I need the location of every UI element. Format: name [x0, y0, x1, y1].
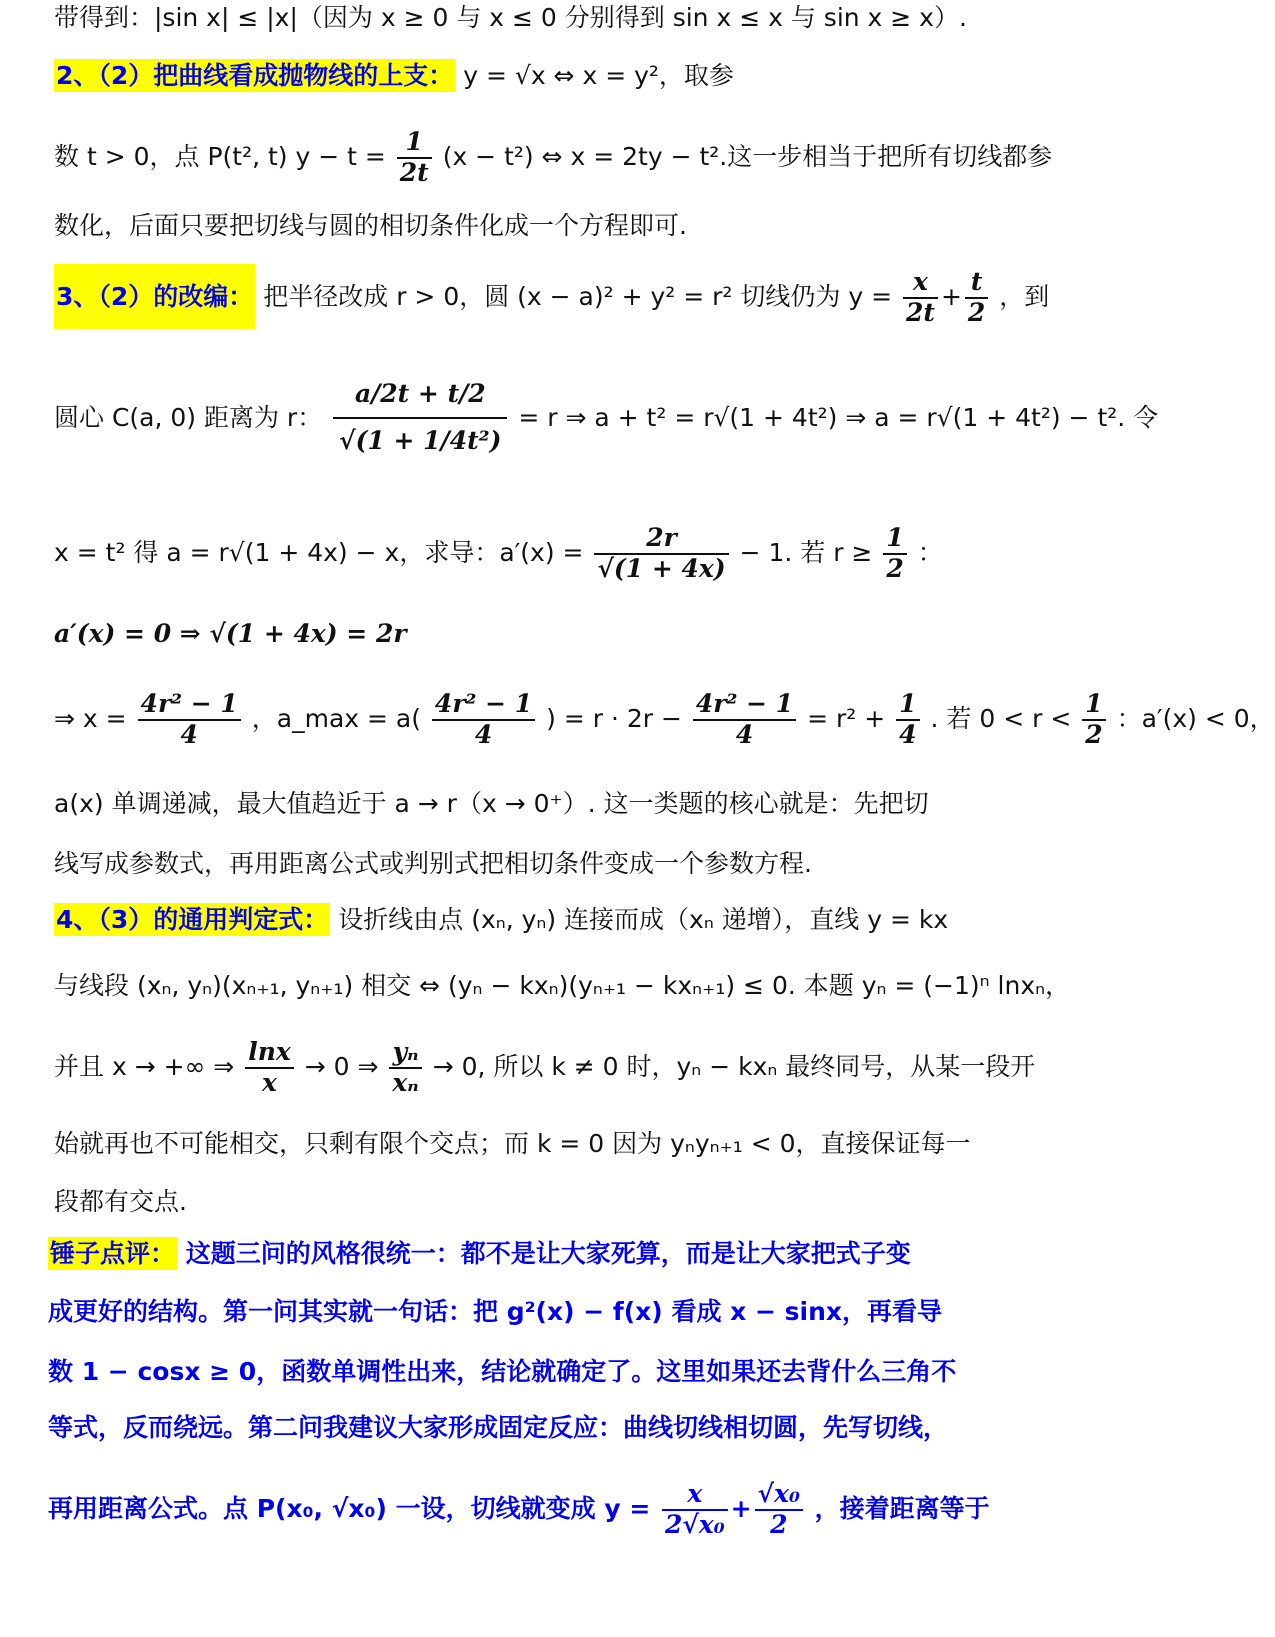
text-span: ⇒ x = — [54, 703, 127, 733]
fraction-numerator: 4r² − 1 — [138, 690, 241, 721]
fraction — [903, 268, 938, 328]
fraction-denominator: 2√x₀ — [664, 1509, 725, 1539]
text-line — [54, 1130, 1050, 1159]
fraction — [896, 690, 919, 750]
fraction — [333, 366, 507, 472]
fraction-denominator: 2t — [906, 297, 935, 327]
fraction — [432, 690, 535, 750]
text-line — [54, 524, 1050, 584]
fraction-numerator: 4r² − 1 — [432, 690, 535, 721]
fraction — [662, 1480, 728, 1540]
text-span: 把半径改成 r > 0，圆 (x − a)² + y² = r² 切线仍为 y = — [263, 281, 893, 311]
text-line — [54, 4, 1050, 33]
text-line — [54, 62, 1050, 91]
section-heading-comment: 锤子点评： — [50, 1239, 176, 1268]
section-heading-4: 4、（3）的通用判定式： — [56, 905, 329, 934]
text-span: 数化，后面只要把切线与圆的相切条件化成一个方程即可. — [54, 211, 687, 240]
section-heading-2: 2、（2）把曲线看成抛物线的上支： — [56, 61, 454, 90]
fraction-numerator: t — [965, 268, 988, 299]
text-span: 设折线由点 (xₙ, yₙ) 连接而成（xₙ 递增），直线 y = kx — [338, 905, 949, 934]
fraction — [883, 524, 906, 584]
fraction — [755, 1480, 803, 1540]
text-line — [54, 127, 1053, 188]
fraction — [594, 524, 728, 584]
text-span: a(x) 单调递减，最大值趋近于 a → r（x → 0⁺）. 这一类题的核心就是：先把切 — [54, 789, 929, 818]
text-line — [54, 212, 1050, 241]
text-line — [54, 790, 1050, 819]
fraction — [693, 690, 796, 750]
text-span: → 0 ⇒ — [304, 1051, 379, 1081]
text-span: (x − t²) ⇔ x = 2ty − t².这一步相当于把所有切线都参 — [442, 141, 1053, 171]
text-line — [54, 971, 1071, 1001]
fraction-denominator: 2 — [1085, 719, 1103, 749]
fraction-denominator: 4 — [180, 719, 198, 749]
text-span: 成更好的结构。第一问其实就一句话：把 g²(x) − f(x) 看成 x − sinx，再看导 — [48, 1297, 942, 1326]
fraction — [245, 1038, 294, 1098]
text-line — [48, 1358, 1050, 1387]
text-span: − 1. 若 r ≥ — [739, 537, 873, 567]
fraction-denominator: 4 — [735, 719, 754, 749]
text-span: ，到 — [999, 281, 1050, 311]
text-line — [54, 620, 1050, 649]
text-span: 段都有交点. — [54, 1187, 187, 1216]
text-span: 再用距离公式。点 P(x₀, √x₀) 一设，切线就变成 y = — [48, 1493, 651, 1523]
text-span: 这题三问的风格很统一：都不是让大家死算，而是让大家把式子变 — [185, 1239, 911, 1268]
fraction-numerator: 1 — [397, 128, 432, 159]
text-span: . 若 0 < r < — [930, 703, 1072, 733]
plus-sign: + — [940, 281, 962, 311]
text-span: x = t² 得 a = r√(1 + 4x) − x，求导：a′(x) = — [54, 537, 584, 567]
text-span: y = √x ⇔ x = y²，取参 — [463, 61, 734, 90]
fraction-numerator: 1 — [896, 690, 919, 721]
text-line — [48, 1298, 1050, 1327]
fraction-numerator: 4r² − 1 — [693, 690, 796, 721]
fraction — [138, 690, 241, 750]
text-line — [48, 1480, 1050, 1540]
text-span: = r² + — [807, 703, 886, 733]
fraction — [1082, 690, 1105, 750]
text-line — [54, 1038, 1050, 1098]
text-span: 并且 x → +∞ ⇒ — [54, 1051, 235, 1081]
text-span: 始就再也不可能相交，只剩有限个交点；而 k = 0 因为 yₙyₙ₊₁ < 0，直接保证每一 — [54, 1129, 971, 1158]
fraction-denominator: xₙ — [392, 1067, 419, 1097]
text-line — [54, 268, 1050, 328]
fraction-numerator: 2r — [594, 524, 728, 555]
text-span: 圆心 C(a, 0) 距离为 r： — [54, 402, 323, 432]
section-heading-3: 3、（2）的改编： — [54, 264, 255, 329]
fraction-numerator: √x₀ — [755, 1480, 803, 1511]
text-span: ： — [917, 537, 943, 567]
text-span: ，接着距离等于 — [814, 1493, 990, 1523]
text-line — [54, 850, 1050, 879]
text-line — [48, 1240, 1050, 1269]
fraction-denominator: 2 — [967, 297, 986, 327]
text-span: a′(x) = 0 ⇒ √(1 + 4x) = 2r — [54, 619, 407, 648]
fraction-numerator: lnx — [245, 1038, 294, 1069]
text-span: 与线段 (xₙ, yₙ)(xₙ₊₁, yₙ₊₁) 相交 ⇔ (yₙ − kxₙ)(yₙ₊₁ − kxₙ₊₁) ≤ 0. 本题 yₙ = (−1)ⁿ lnxₙ， — [54, 971, 1071, 1000]
text-line — [48, 1414, 1050, 1443]
fraction-numerator: x — [662, 1480, 728, 1511]
fraction-denominator: x — [262, 1067, 277, 1097]
fraction-numerator: 1 — [1082, 690, 1105, 721]
text-span: 线写成参数式，再用距离公式或判别式把相切条件变成一个参数方程. — [54, 849, 812, 878]
fraction — [389, 1038, 421, 1098]
text-span: → 0, 所以 k ≠ 0 时，yₙ − kxₙ 最终同号，从某一段开 — [432, 1051, 1036, 1081]
text-line — [54, 906, 1050, 935]
fraction-denominator: 2 — [886, 553, 904, 583]
fraction — [965, 268, 988, 328]
fraction-denominator: 2t — [399, 157, 429, 187]
fraction — [397, 128, 432, 188]
fraction-denominator: √(1 + 1/4t²) — [339, 425, 502, 455]
fraction-numerator: yₙ — [389, 1038, 421, 1069]
fraction-denominator: 4 — [899, 719, 917, 749]
text-span: = r ⇒ a + t² = r√(1 + 4t²) ⇒ a = r√(1 + 4t²) − t². 令 — [518, 402, 1159, 432]
fraction-numerator: x — [903, 268, 938, 299]
text-span: 带得到：|sin x| ≤ |x|（因为 x ≥ 0 与 x ≤ 0 分别得到 sin x ≤ x 与 sin x ≥ x）. — [54, 3, 967, 32]
text-span: 数 1 − cosx ≥ 0，函数单调性出来，结论就确定了。这里如果还去背什么三角不 — [48, 1357, 957, 1386]
text-line — [54, 1188, 1050, 1217]
fraction-denominator: √(1 + 4x) — [597, 553, 726, 583]
text-span: ) = r · 2r − — [546, 703, 682, 733]
fraction-numerator: 1 — [883, 524, 906, 555]
text-line — [54, 689, 1275, 750]
text-span: 等式，反而绕远。第二问我建议大家形成固定反应：曲线切线相切圆，先写切线， — [48, 1413, 949, 1442]
fraction-denominator: 4 — [474, 719, 493, 749]
plus-sign: + — [730, 1493, 752, 1523]
text-line — [54, 366, 1159, 472]
text-span: 数 t > 0，点 P(t², t) y − t = — [54, 141, 386, 171]
fraction-numerator: a/2t + t/2 — [333, 366, 507, 419]
fraction-denominator: 2 — [770, 1509, 788, 1539]
text-span: ：a′(x) < 0， — [1116, 703, 1275, 733]
text-span: ，a_max = a( — [251, 703, 421, 733]
